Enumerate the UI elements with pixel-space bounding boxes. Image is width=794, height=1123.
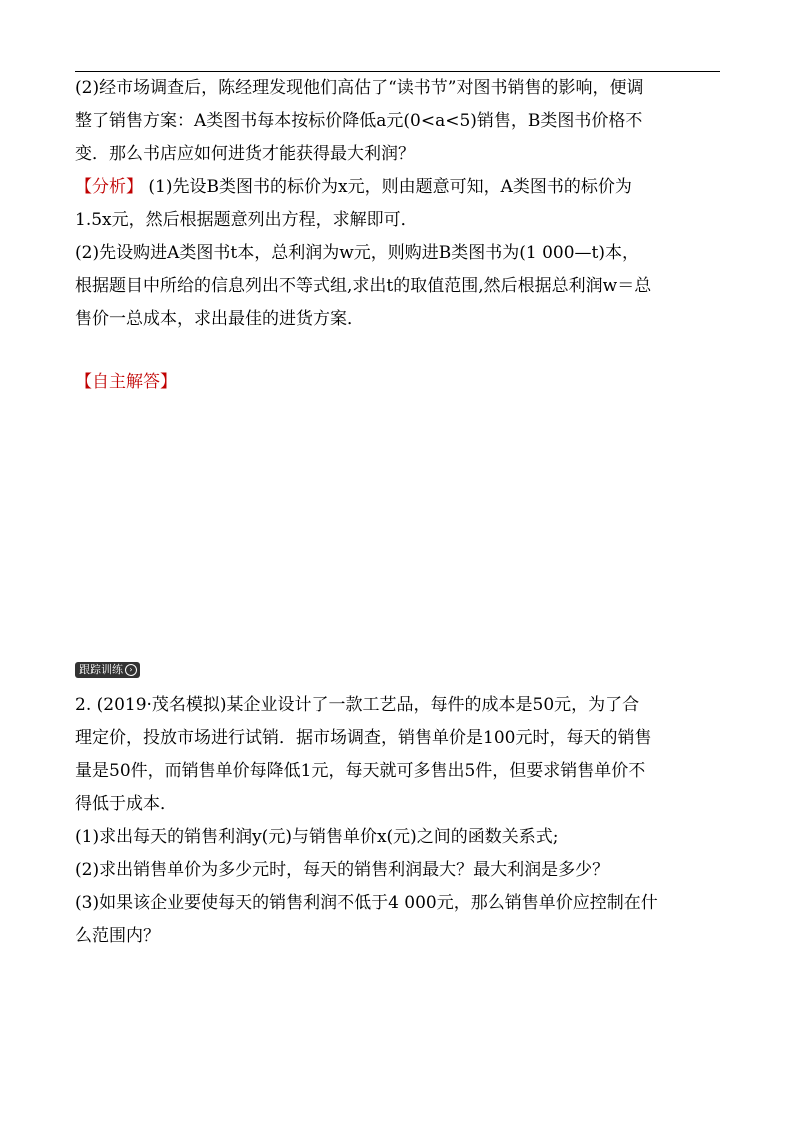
text-line: (3)如果该企业要使每天的销售利润不低于4 000元，那么销售单价应控制在什 [75,893,658,913]
text-line: (1)求出每天的销售利润y(元)与销售单价x(元)之间的函数关系式; [75,827,559,847]
analysis-label: 【分析】 [75,177,143,197]
analysis-section [75,72,725,336]
self-answer-section [75,366,725,399]
tag-label: 跟踪训练 [79,663,123,676]
text-line: 整了销售方案：A类图书每本按标价降低a元(0<a<5)销售，B类图书价格不 [75,111,643,131]
text-line: (2)经市场调查后，陈经理发现他们高估了“读书节”对图书销售的影响，便调 [75,78,644,98]
text-line: 理定价，投放市场进行试销．据市场调查，销售单价是100元时，每天的销售 [75,728,652,748]
text-line: 么范围内？ [75,926,160,946]
text-line: (2)求出销售单价为多少元时，每天的销售利润最大？最大利润是多少？ [75,860,610,880]
text-line: 变．那么书店应如何进货才能获得最大利润？ [75,144,415,164]
text-line: 1.5x元，然后根据题意列出方程，求解即可． [75,210,418,230]
text-line: 得低于成本． [75,794,177,814]
text-line: 量是50件，而销售单价每降低1元，每天就可多售出5件，但要求销售单价不 [75,761,646,781]
text-line: 2. (2019·茂名模拟)某企业设计了一款工艺品，每件的成本是50元，为了合 [75,695,640,715]
text-line: (2)先设购进A类图书t本，总利润为w元，则购进B类图书为(1 000—t)本， [75,243,639,263]
self-answer-label: 【自主解答】 [75,372,177,392]
problem-section [75,689,725,953]
analysis-line [75,171,725,204]
text-line: 根据题目中所给的信息列出不等式组,求出t的取值范围,然后根据总利润w＝总 [75,276,652,296]
follow-up-training-tag [75,662,140,678]
arrow-circle-icon: › [125,664,137,676]
analysis-text: (1)先设B类图书的标价为x元，则由题意可知，A类图书的标价为 [143,177,632,197]
text-line: 售价一总成本，求出最佳的进货方案． [75,309,364,329]
